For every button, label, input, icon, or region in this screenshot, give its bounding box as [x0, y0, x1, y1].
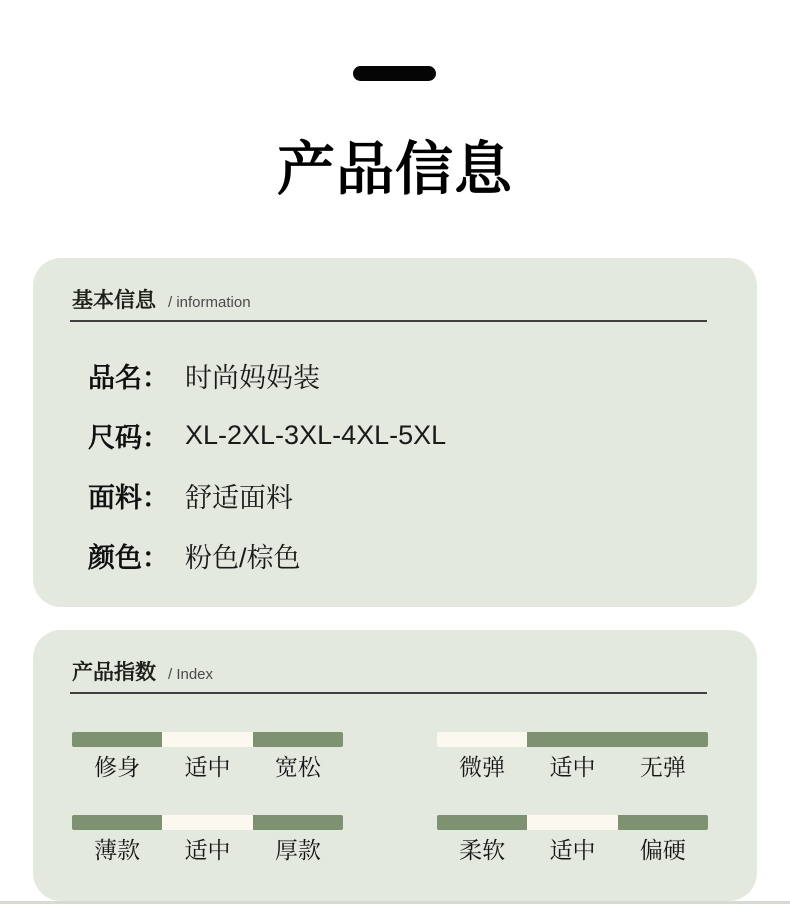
meter-segment: [253, 815, 343, 830]
product-index-header: [72, 656, 213, 686]
meter-label: 适中: [184, 837, 231, 863]
meter-segment: [162, 815, 252, 830]
info-value: XL-2XL-3XL-4XL-5XL: [185, 419, 447, 450]
meter-label: 修身: [94, 754, 141, 780]
info-row-size: [88, 405, 737, 465]
meter-softness-bar: [437, 815, 708, 830]
meter-label: 适中: [549, 837, 596, 863]
meter-segment: [527, 732, 617, 747]
meter-segment: [253, 732, 343, 747]
meter-label: 柔软: [459, 837, 506, 863]
meter-stretch-bar: [437, 732, 708, 747]
meter-softness-labels: [437, 837, 708, 864]
basic-info-heading: 基本信息: [72, 289, 156, 312]
basic-info-subheading: / information: [168, 294, 251, 311]
meter-label: 偏硬: [639, 837, 686, 863]
meter-softness: [437, 815, 708, 864]
basic-info-header: [72, 284, 251, 314]
meter-segment: [437, 815, 527, 830]
page-title: 产品信息: [276, 137, 513, 202]
meter-stretch: [437, 732, 708, 781]
info-label: 面料：: [88, 482, 169, 513]
info-value: 时尚妈妈装: [185, 362, 320, 393]
info-label: 品名：: [88, 362, 169, 393]
meter-fit-bar: [72, 732, 343, 747]
product-index-heading: 产品指数: [72, 661, 156, 684]
divider-line: [70, 320, 707, 322]
meter-fit: [72, 732, 343, 781]
meter-label: 厚款: [274, 837, 321, 863]
meter-segment: [527, 815, 617, 830]
meter-thickness: [72, 815, 343, 864]
info-label: 尺码：: [88, 422, 169, 453]
meter-segment: [437, 732, 527, 747]
dash-divider-icon: [353, 66, 436, 81]
info-row-fabric: [88, 465, 737, 525]
info-label: 颜色：: [88, 542, 169, 573]
info-value: 粉色/棕色: [185, 542, 301, 573]
meter-segment: [618, 732, 708, 747]
meter-segment: [72, 815, 162, 830]
info-row-color: [88, 525, 737, 585]
product-index-card: [33, 630, 757, 901]
meter-label: 宽松: [274, 754, 321, 780]
product-index-subheading: / Index: [168, 666, 214, 683]
basic-info-card: [33, 258, 757, 607]
meter-segment: [618, 815, 708, 830]
info-value: 舒适面料: [185, 482, 293, 513]
meter-thickness-bar: [72, 815, 343, 830]
meter-segment: [162, 732, 252, 747]
meter-label: 无弹: [639, 754, 686, 780]
info-row-name: [88, 345, 737, 405]
meter-label: 微弹: [459, 754, 506, 780]
meter-segment: [72, 732, 162, 747]
basic-info-rows: [88, 345, 737, 585]
meter-label: 适中: [549, 754, 596, 780]
meter-label: 薄款: [94, 837, 141, 863]
meter-thickness-labels: [72, 837, 343, 864]
meter-stretch-labels: [437, 754, 708, 781]
meter-label: 适中: [184, 754, 231, 780]
divider-line: [70, 692, 707, 694]
meter-fit-labels: [72, 754, 343, 781]
